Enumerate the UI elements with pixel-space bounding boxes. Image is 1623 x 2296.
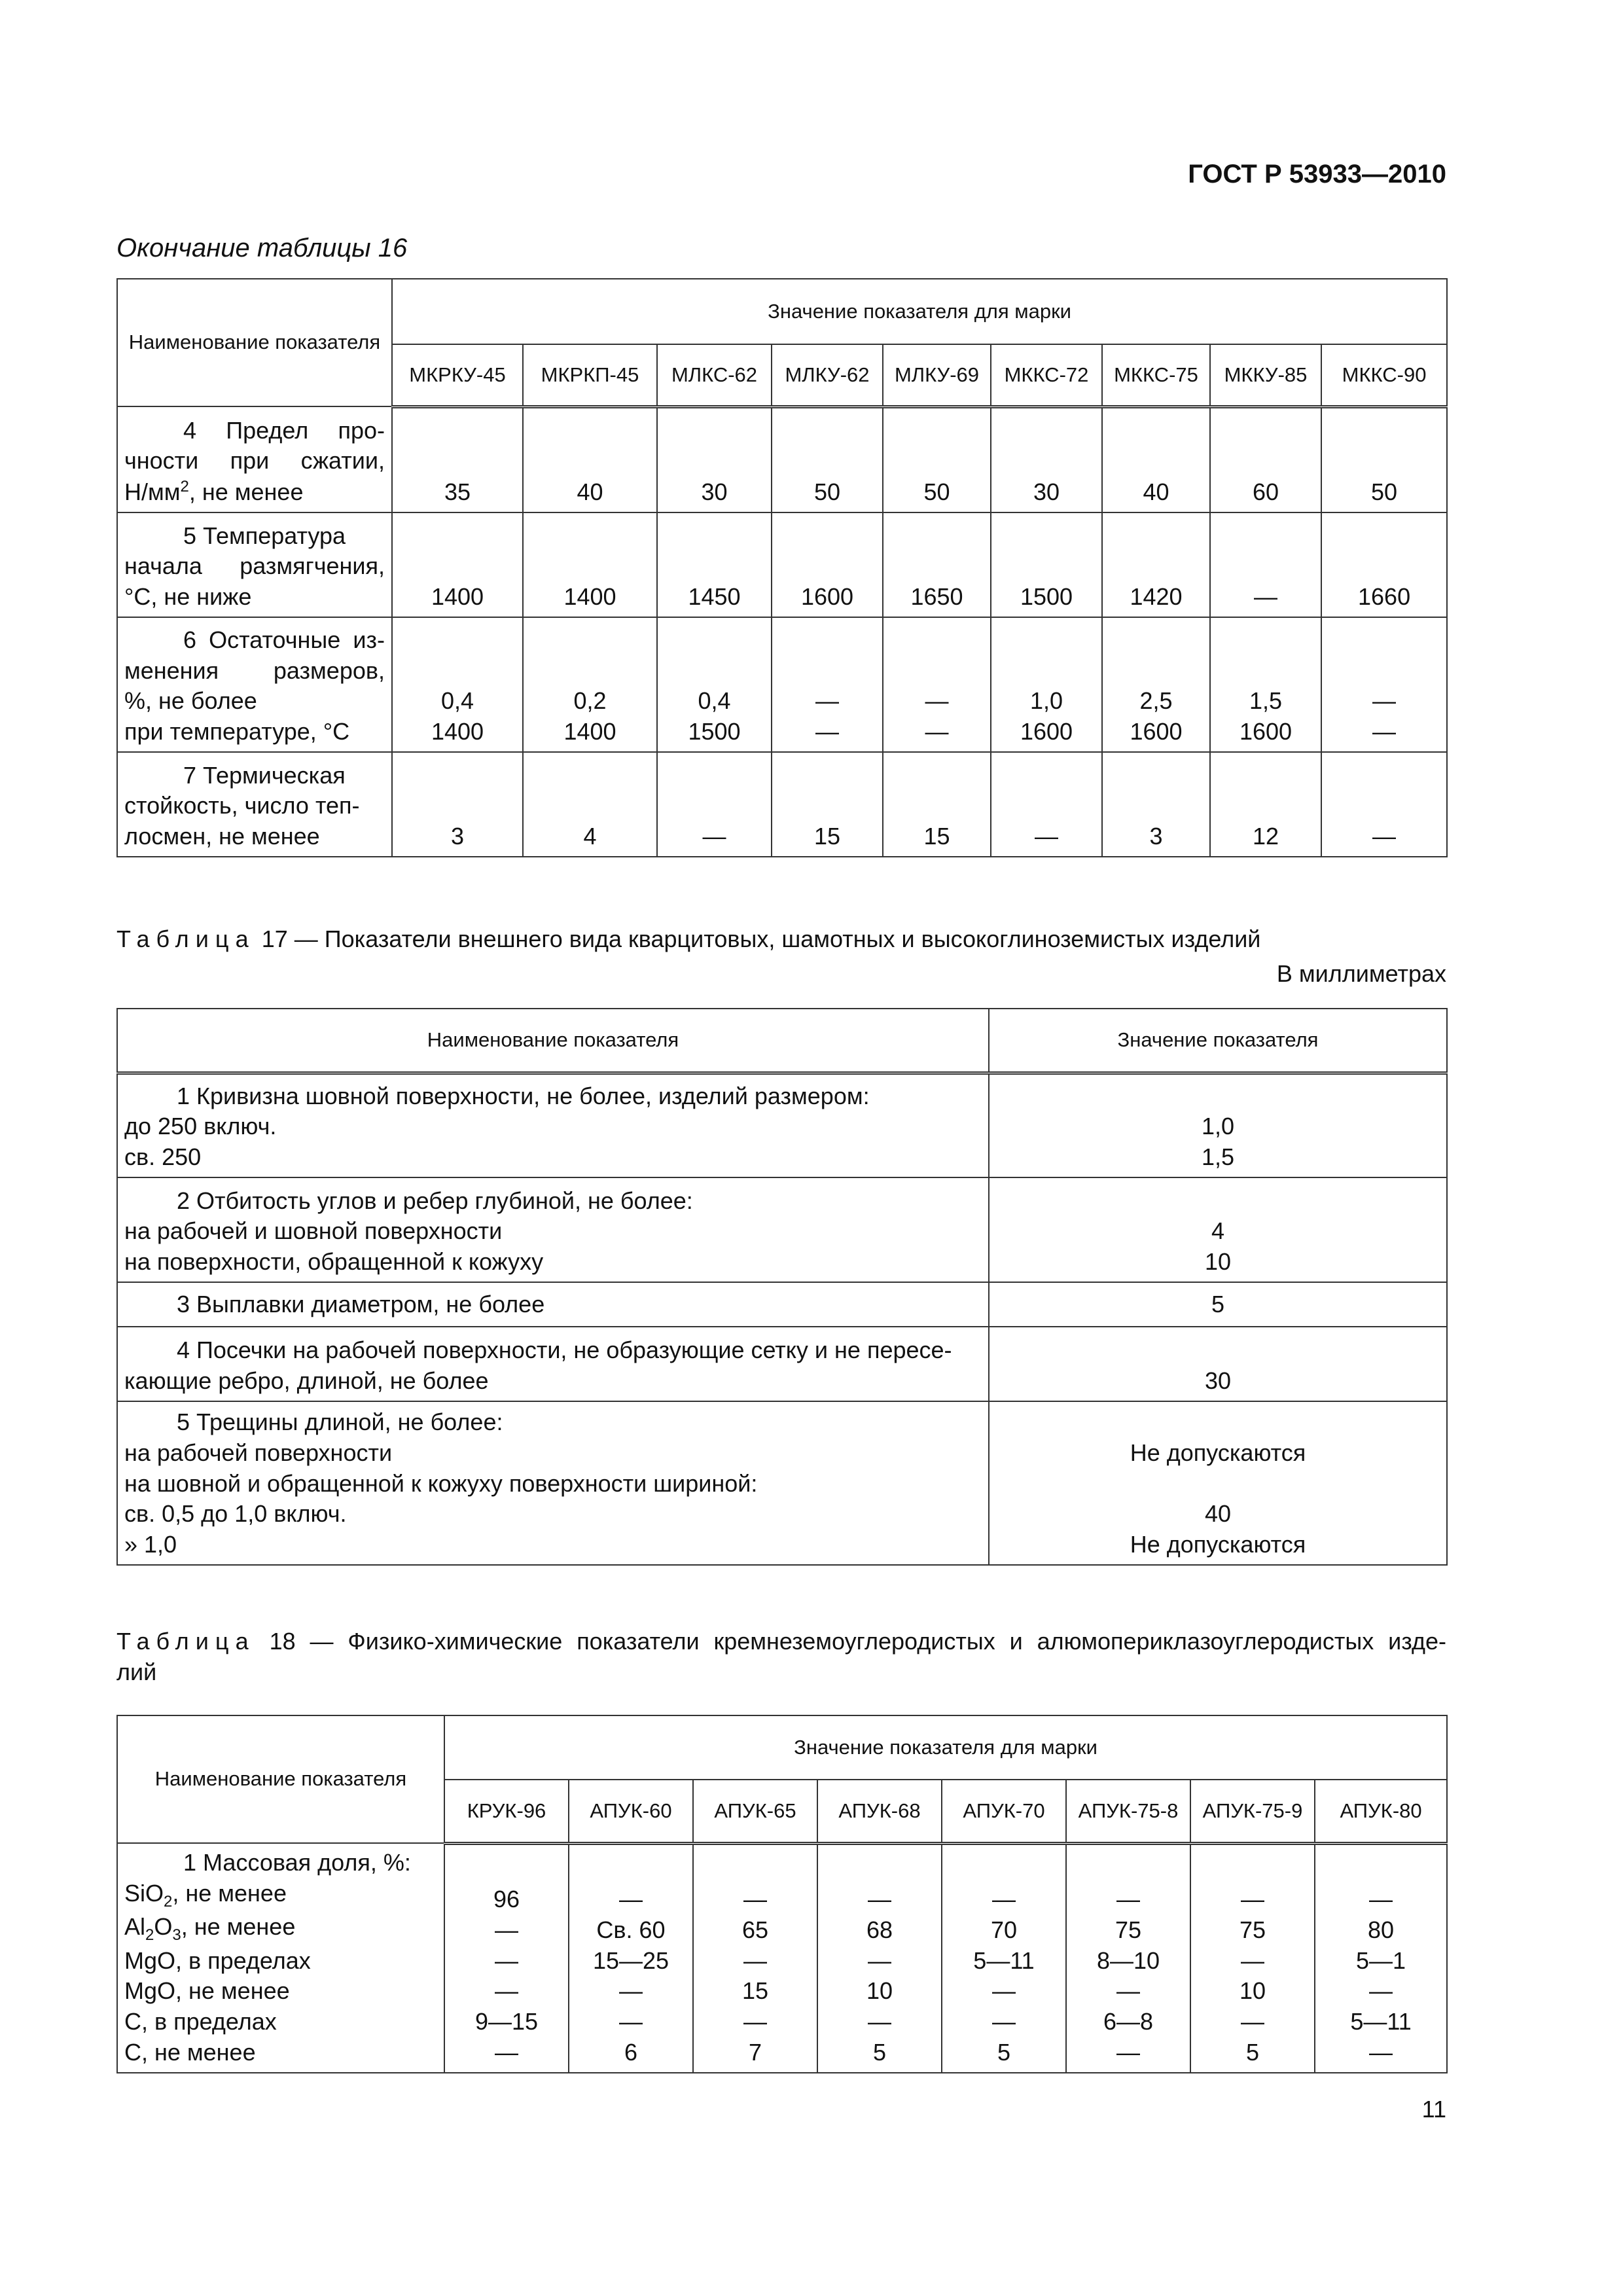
value-line: — — [815, 687, 839, 715]
value-line: 10 — [866, 1977, 893, 2005]
table18-brand-header: АПУК-68 — [817, 1780, 942, 1843]
table16-brand-header: МКРКУ-45 — [392, 344, 523, 406]
row-name-line: менения размеров, — [124, 656, 385, 684]
value-line: 10 — [1204, 1248, 1232, 1276]
value-line: 1,5 — [1201, 1143, 1235, 1171]
value-line: — — [743, 1885, 767, 1912]
table-row — [117, 1327, 1447, 1401]
value-cell: — — [1321, 752, 1447, 857]
value-line: — — [1116, 2038, 1140, 2066]
row-name-line: Н/мм — [124, 478, 181, 506]
value-line: 75 — [1239, 1916, 1266, 1943]
value-cell: 1400 — [392, 512, 523, 617]
value-line: 1,0 — [1029, 687, 1063, 715]
value-line: 70 — [990, 1916, 1018, 1943]
value-line: 1600 — [1130, 718, 1183, 745]
value-line: 15 — [741, 1977, 769, 2005]
value-line: Св. 60 — [596, 1916, 666, 1943]
value-line: Не допускаются — [1130, 1439, 1306, 1466]
value-line: 30 — [1204, 1367, 1232, 1395]
subscript: 3 — [172, 1926, 181, 1945]
table-row — [117, 1401, 1447, 1565]
row-name-line: св. 250 — [124, 1143, 202, 1171]
table16-caption: Окончание таблицы 16 — [116, 234, 408, 262]
units-note: В миллиметрах — [1276, 960, 1446, 987]
value-line: 1600 — [1020, 718, 1073, 745]
value-line: — — [619, 1885, 643, 1912]
document-designation: ГОСТ Р 53933—2010 — [1188, 160, 1446, 188]
value-line-blank — [996, 1468, 1440, 1499]
row-name-line: %, не более — [124, 687, 257, 715]
value-cell: 12 — [1210, 752, 1321, 857]
row-name-line: MgO, в пределах — [124, 1946, 311, 1974]
value-cell — [693, 1843, 817, 2073]
row-name-cell — [117, 406, 392, 512]
value-cell: 50 — [883, 406, 991, 512]
table18-brand-header: АПУК-65 — [693, 1780, 817, 1843]
value-cell — [1190, 1843, 1315, 2073]
row-name-line: 2 Отбитость углов и ребер глубиной, не более: — [177, 1187, 693, 1214]
row-name-line: Al — [124, 1913, 146, 1941]
value-line: 10 — [1239, 1977, 1266, 2005]
value-line: 8—10 — [1096, 1946, 1160, 1974]
value-line: — — [1241, 2008, 1264, 2036]
value-cell: 5 — [989, 1282, 1447, 1327]
table-16 — [116, 278, 1448, 857]
value-cell: — — [1210, 512, 1321, 617]
row-name-line: стойкость, число теп- — [124, 792, 360, 819]
row-name-cell — [117, 1843, 444, 2073]
page-number: 11 — [1421, 2096, 1446, 2123]
value-cell: 60 — [1210, 406, 1321, 512]
value-cell: 1420 — [1102, 512, 1210, 617]
value-line: — — [619, 1977, 643, 2005]
table18-name-header: Наименование показателя — [117, 1715, 444, 1843]
value-cell: 50 — [1321, 406, 1447, 512]
row-name-cell — [117, 512, 392, 617]
value-line: 0,4 — [440, 687, 474, 715]
value-cell: — — [991, 752, 1102, 857]
value-cell — [444, 1843, 569, 2073]
table16-brand-header: МЛКУ-69 — [883, 344, 991, 406]
value-cell: 15 — [883, 752, 991, 857]
value-cell: 4 — [523, 752, 657, 857]
value-line: — — [495, 1977, 518, 2005]
value-cell — [1321, 617, 1447, 752]
table16-brand-header: МКРКП-45 — [523, 344, 657, 406]
value-line: — — [992, 1977, 1016, 2005]
row-name-line: лосмен, не менее — [124, 823, 320, 850]
value-line: — — [815, 718, 839, 745]
value-cell: 35 — [392, 406, 523, 512]
value-cell — [989, 1073, 1447, 1177]
table16-brand-header: МККС-75 — [1102, 344, 1210, 406]
table17-caption — [116, 924, 1260, 955]
value-line: 4 — [1211, 1217, 1225, 1245]
value-line: 96 — [493, 1885, 520, 1912]
value-cell: 1450 — [657, 512, 772, 617]
table-title: 17 — Показатели внешнего вида кварцитовых, шамотных и высокоглиноземистых изделий — [261, 925, 1261, 952]
value-cell — [989, 1401, 1447, 1565]
value-cell — [569, 1843, 693, 2073]
table-row — [117, 617, 1447, 752]
value-cell: 3 — [1102, 752, 1210, 857]
value-line: — — [1372, 718, 1397, 745]
value-line: — — [495, 2038, 518, 2066]
value-cell — [1102, 617, 1210, 752]
table-row — [117, 1843, 1447, 2073]
row-name-line: С, в пределах — [124, 2008, 277, 2036]
row-name-line: 5 Трещины длиной, не более: — [177, 1408, 503, 1436]
subscript: 2 — [145, 1926, 154, 1945]
table18-brand-header: КРУК-96 — [444, 1780, 569, 1843]
value-cell — [657, 617, 772, 752]
table16-brand-header: МЛКУ-62 — [772, 344, 883, 406]
value-cell — [883, 617, 991, 752]
value-cell: 15 — [772, 752, 883, 857]
value-cell: 1660 — [1321, 512, 1447, 617]
row-name-line: 3 Выплавки диаметром, не более — [177, 1290, 545, 1318]
value-cell — [1066, 1843, 1190, 2073]
row-name-cell — [117, 752, 392, 857]
value-line: 5—11 — [973, 1946, 1035, 1974]
row-name-cell — [117, 1073, 989, 1177]
value-line: 15—25 — [592, 1946, 669, 1974]
value-line: 9—15 — [474, 2008, 539, 2036]
row-name-line: SiO — [124, 1879, 164, 1907]
table-row — [117, 752, 1447, 857]
row-name-cell — [117, 1327, 989, 1401]
table-row — [117, 406, 1447, 512]
table16-brand-header: МККУ-85 — [1210, 344, 1321, 406]
value-line: 0,2 — [573, 687, 607, 715]
row-name-line: С, не менее — [124, 2038, 256, 2066]
value-line: 1400 — [563, 718, 616, 745]
row-name-cell — [117, 617, 392, 752]
value-line: 65 — [741, 1916, 769, 1943]
table18-brand-header: АПУК-75-8 — [1066, 1780, 1190, 1843]
value-line: — — [925, 718, 949, 745]
row-name-line: до 250 включ. — [124, 1113, 277, 1140]
row-name-line: 4 Предел про- — [183, 416, 385, 444]
subscript: 2 — [164, 1892, 173, 1910]
value-cell — [523, 617, 657, 752]
row-name-line: св. 0,5 до 1,0 включ. — [124, 1500, 347, 1528]
value-cell — [1315, 1843, 1447, 2073]
value-cell: 40 — [1102, 406, 1210, 512]
value-cell: 30 — [991, 406, 1102, 512]
value-line: — — [868, 1885, 891, 1912]
row-name-line: 6 Остаточные из- — [183, 626, 385, 653]
value-line: — — [1369, 2038, 1393, 2066]
value-line: — — [495, 1946, 518, 1974]
row-name-line: 4 Посечки на рабочей поверхности, не образующие сетку и не пересе- — [177, 1336, 952, 1364]
value-line: 1,5 — [1249, 687, 1283, 715]
table-row — [117, 512, 1447, 617]
value-line: — — [1116, 1885, 1140, 1912]
table18-caption-continued: лий — [116, 1659, 157, 1685]
value-cell: 50 — [772, 406, 883, 512]
table17-value-header: Значение показателя — [989, 1009, 1447, 1073]
value-cell — [942, 1843, 1066, 2073]
row-name-cell — [117, 1177, 989, 1282]
value-line: 75 — [1115, 1916, 1142, 1943]
table18-group-header: Значение показателя для марки — [444, 1715, 1447, 1780]
value-line: — — [743, 1946, 767, 1974]
value-cell — [772, 617, 883, 752]
value-line: 0,4 — [698, 687, 731, 715]
value-line: 1600 — [1239, 718, 1293, 745]
row-name-line: на шовной и обращенной к кожуху поверхности шириной: — [124, 1469, 758, 1497]
row-name-line: , не менее — [172, 1879, 287, 1907]
value-line: — — [1369, 1885, 1393, 1912]
row-name-line: на рабочей поверхности — [124, 1439, 393, 1466]
value-cell: — — [657, 752, 772, 857]
value-cell: 1500 — [991, 512, 1102, 617]
table16-brand-header: МЛКС-62 — [657, 344, 772, 406]
table16-group-header: Значение показателя для марки — [392, 279, 1447, 344]
table-title: 18 — Физико-химические показатели кремнеземоуглеродистых и алюмопериклазоуглеродистых изде- — [269, 1628, 1446, 1655]
value-line: 2,5 — [1139, 687, 1173, 715]
value-cell: 1650 — [883, 512, 991, 617]
row-name-line: , не менее — [188, 478, 304, 506]
row-name-line: MgO, не менее — [124, 1977, 290, 2005]
row-name-line: 1 Массовая доля, %: — [183, 1849, 411, 1876]
value-line: 1400 — [431, 718, 484, 745]
table-label: Таблица — [116, 925, 255, 952]
value-line: Не допускаются — [1130, 1531, 1306, 1558]
table18-brand-header: АПУК-60 — [569, 1780, 693, 1843]
value-line: — — [1116, 1977, 1140, 2005]
value-line: — — [992, 1885, 1016, 1912]
value-line: 5 — [997, 2038, 1011, 2066]
value-line: 80 — [1368, 1916, 1395, 1943]
value-line: 5—11 — [1350, 2008, 1412, 2036]
table-row — [117, 1073, 1447, 1177]
value-line: 68 — [866, 1916, 893, 1943]
value-line: — — [743, 2008, 767, 2036]
row-name-line: на поверхности, обращенной к кожуху — [124, 1248, 544, 1276]
table-17 — [116, 1008, 1448, 1566]
table18-caption — [116, 1626, 1446, 1657]
value-cell: 1400 — [523, 512, 657, 617]
table16-brand-header: МККС-72 — [991, 344, 1102, 406]
value-cell — [991, 617, 1102, 752]
row-name-line: °С, не ниже — [124, 583, 252, 611]
table16-brand-header: МККС-90 — [1321, 344, 1447, 406]
table16-name-header: Наименование показателя — [117, 279, 392, 406]
value-line: 6—8 — [1103, 2008, 1154, 2036]
value-line: — — [868, 1946, 891, 1974]
value-cell — [989, 1177, 1447, 1282]
value-cell: 1600 — [772, 512, 883, 617]
value-line: — — [1241, 1946, 1264, 1974]
row-name-line: на рабочей и шовной поверхности — [124, 1217, 503, 1245]
value-cell — [989, 1327, 1447, 1401]
value-line: — — [1372, 687, 1397, 715]
table18-brand-header: АПУК-70 — [942, 1780, 1066, 1843]
row-name-line: начала размягчения, — [124, 552, 385, 580]
value-line: 5 — [872, 2038, 887, 2066]
value-line: — — [925, 687, 949, 715]
table18-brand-header: АПУК-80 — [1315, 1780, 1447, 1843]
row-name-line: O — [154, 1913, 173, 1941]
superscript: 2 — [180, 478, 189, 496]
value-line: 40 — [1204, 1500, 1232, 1528]
value-line: 5—1 — [1356, 1946, 1406, 1974]
value-cell — [392, 617, 523, 752]
value-line: — — [1241, 1885, 1264, 1912]
row-name-line: , не менее — [181, 1913, 296, 1941]
row-name-cell — [117, 1401, 989, 1565]
value-line: — — [992, 2008, 1016, 2036]
table18-brand-header: АПУК-75-9 — [1190, 1780, 1315, 1843]
table-row — [117, 1282, 1447, 1327]
table-row — [117, 1177, 1447, 1282]
table-18 — [116, 1715, 1448, 2073]
value-line: — — [1369, 1977, 1393, 2005]
row-name-line: чности при сжатии, — [124, 447, 385, 475]
row-name-line: 5 Температура — [183, 522, 346, 549]
value-line: 6 — [624, 2038, 638, 2066]
value-line: — — [495, 1916, 518, 1943]
value-line: 5 — [1245, 2038, 1260, 2066]
row-name-line: при температуре, °С — [124, 718, 350, 745]
value-line: 7 — [748, 2038, 762, 2066]
value-cell: 30 — [657, 406, 772, 512]
value-cell: 3 — [392, 752, 523, 857]
value-line: 1500 — [688, 718, 741, 745]
row-name-line: кающие ребро, длиной, не более — [124, 1367, 489, 1395]
value-cell — [817, 1843, 942, 2073]
value-cell: 40 — [523, 406, 657, 512]
value-line: — — [868, 2008, 891, 2036]
value-line: — — [619, 2008, 643, 2036]
row-name-cell — [117, 1282, 989, 1327]
row-name-line: 7 Термическая — [183, 761, 346, 789]
row-name-line: 1 Кривизна шовной поверхности, не более, изделий размером: — [177, 1082, 870, 1109]
table-label: Таблица — [116, 1628, 255, 1655]
value-line: 1,0 — [1201, 1113, 1235, 1140]
table17-name-header: Наименование показателя — [117, 1009, 989, 1073]
value-cell — [1210, 617, 1321, 752]
row-name-line: » 1,0 — [124, 1531, 177, 1558]
